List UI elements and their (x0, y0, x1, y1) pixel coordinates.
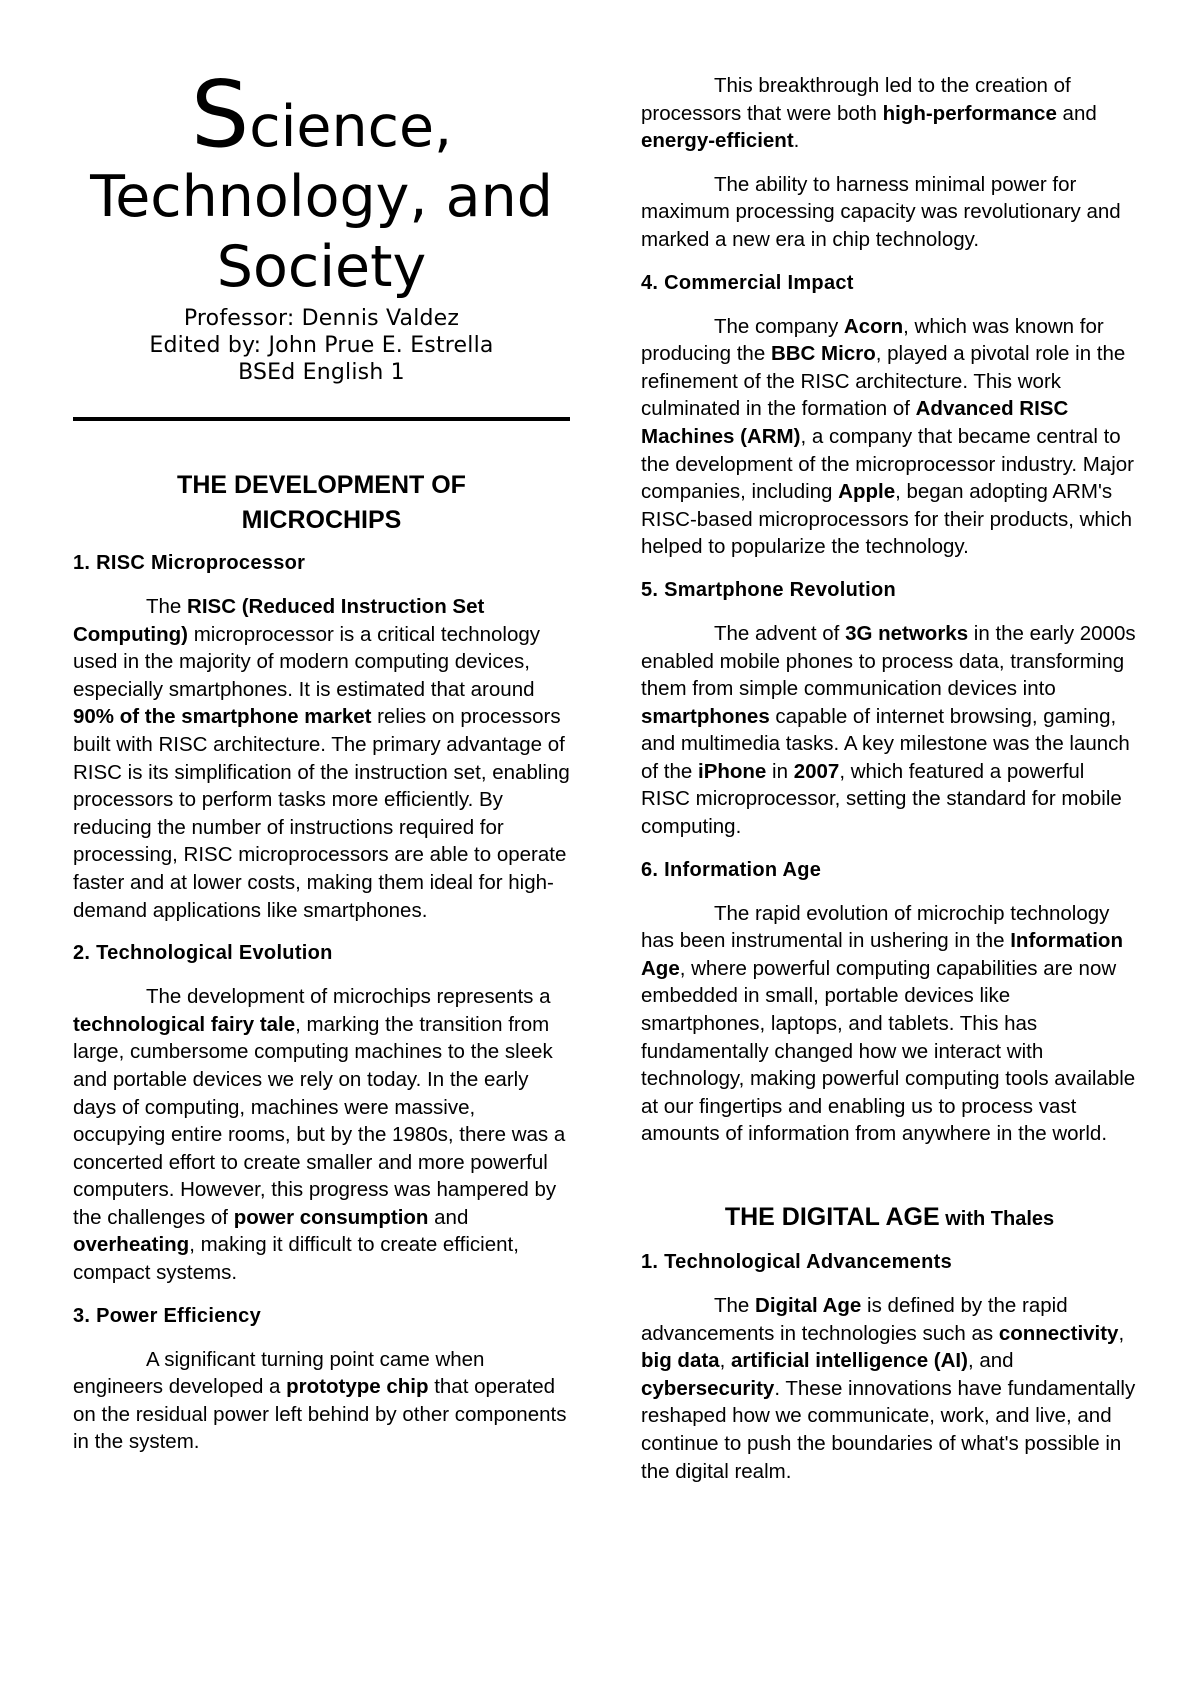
class-line: BSEd English 1 (238, 360, 405, 385)
paragraph-smartphone-revolution: The advent of 3G networks in the early 2000s enabled mobile phones to process data, transforming them from simple communication devices into smartphones capable of internet browsing, gaming, and multimedia tasks. A key milestone was the launch of the iPhone in 2007, which featured a powerful RISC microprocessor, setting the standard for mobile computing. (641, 621, 1136, 839)
title-line-3: Society (216, 234, 427, 300)
title-line-2: Technology, and (90, 164, 553, 230)
title-drop-cap: S (190, 61, 250, 168)
section-title-digital-age (641, 1200, 1138, 1237)
digital-age-title-main: THE DIGITAL AGE (724, 1203, 940, 1231)
heading-tech-evolution: 2. Technological Evolution (73, 942, 333, 965)
edited-by-line: Edited by: John Prue E. Estrella (149, 333, 494, 358)
document-title (73, 61, 570, 386)
paragraph-power-efficiency-3: The ability to harness minimal power for maximum processing capacity was revolutionary and marked a new era in chip technology. (641, 172, 1121, 251)
paragraph-tech-advancements: The Digital Age is defined by the rapid advancements in technologies such as connectivity, big data, artificial intelligence (AI), and cybersecurity. These innovations have fundamentally reshaped how we communicate, work, and live, and continue to push the boundaries of what's possible in the digital realm. (641, 1294, 1136, 1483)
right-column (641, 72, 1138, 1485)
paragraph-risc: The RISC (Reduced Instruction Set Computing) microprocessor is a critical technology used in the majority of modern computing devices, especially smartphones. It is estimated that around 90% of the smartphone market relies on processors built with RISC architecture. The primary advantage of RISC is its simplification of the instruction set, enabling processors to perform tasks more efficiently. By reducing the number of instructions required for processing, RISC microprocessors are able to operate faster and at lower costs, making them ideal for high-demand applications like smartphones. (73, 595, 570, 922)
paragraph-tech-evolution: The development of microchips represents a technological fairy tale, marking the transition from large, cumbersome computing machines to the sleek and portable devices we rely on today. In the early days of computing, machines were massive, occupying entire rooms, but by the 1980s, there was a concerted effort to create smaller and more powerful computers. However, this progress was hampered by the challenges of power consumption and overheating, making it difficult to create efficient, compact systems. (73, 985, 566, 1285)
heading-tech-advancements: 1. Technological Advancements (641, 1251, 953, 1273)
paragraph-information-age: The rapid evolution of microchip technology has been instrumental in ushering in the Information Age, where powerful computing capabilities are now embedded in small, portable devices like smartphones, laptops, and tablets. This has fundamentally changed how we interact with technology, making powerful computing tools available at our fingertips and enabling us to process vast amounts of information from anywhere in the world. (641, 901, 1136, 1146)
title-divider (73, 417, 570, 421)
heading-risc: 1. RISC Microprocessor (73, 552, 306, 574)
heading-information-age: 6. Information Age (641, 858, 822, 881)
paragraph-commercial-impact: The company Acorn, which was known for producing the BBC Micro, played a pivotal role in the refinement of the RISC architecture. This work culminated in the formation of Advanced RISC Machines (ARM), a company that became central to the development of the microprocessor industry. Major companies, including Apple, began adopting ARM's RISC-based microprocessors for their products, which helped to popularize the technology. (641, 314, 1134, 559)
paragraph-power-efficiency-2: This breakthrough led to the creation of processors that were both high-performance and energy-efficient. (641, 74, 1097, 153)
heading-smartphone-revolution: 5. Smartphone Revolution (641, 578, 897, 601)
digital-age-title-suffix: with Thales (939, 1208, 1055, 1230)
section-title-microchips: THE DEVELOPMENT OF MICROCHIPS (177, 471, 466, 534)
title-line-1 (73, 61, 570, 168)
paragraph-power-efficiency-1: A significant turning point came when engineers developed a prototype chip that operated on the residual power left behind by other components in the system. (73, 1347, 567, 1454)
professor-line: Professor: Dennis Valdez (183, 306, 460, 331)
heading-commercial-impact: 4. Commercial Impact (641, 271, 854, 294)
left-column (73, 61, 570, 1456)
heading-power-efficiency: 3. Power Efficiency (73, 1304, 261, 1327)
title-line-1-rest: cience, (249, 94, 453, 160)
